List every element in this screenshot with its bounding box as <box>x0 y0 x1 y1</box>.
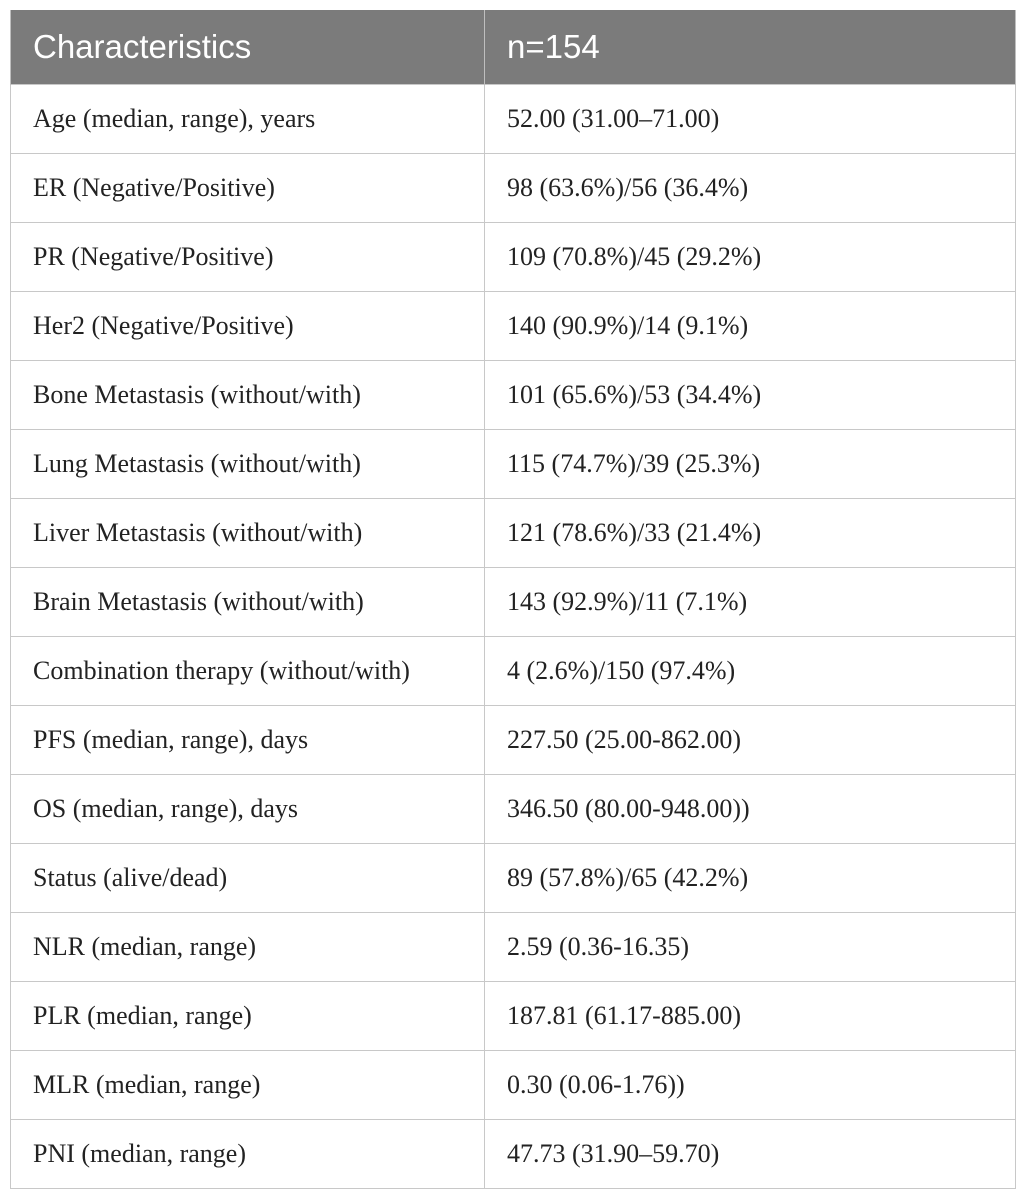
table-row <box>11 568 1016 637</box>
characteristic-value: 346.50 (80.00-948.00)) <box>485 775 1016 844</box>
characteristic-value: 187.81 (61.17-885.00) <box>485 982 1016 1051</box>
header-row <box>11 10 1016 85</box>
table-row <box>11 85 1016 154</box>
table-row <box>11 844 1016 913</box>
characteristic-value: 109 (70.8%)/45 (29.2%) <box>485 223 1016 292</box>
characteristic-label: Combination therapy (without/with) <box>11 637 485 706</box>
table-row <box>11 775 1016 844</box>
characteristic-label: Bone Metastasis (without/with) <box>11 361 485 430</box>
characteristic-value: 98 (63.6%)/56 (36.4%) <box>485 154 1016 223</box>
table-row <box>11 499 1016 568</box>
characteristic-label: PFS (median, range), days <box>11 706 485 775</box>
characteristic-value: 143 (92.9%)/11 (7.1%) <box>485 568 1016 637</box>
characteristic-value: 115 (74.7%)/39 (25.3%) <box>485 430 1016 499</box>
characteristic-label: Age (median, range), years <box>11 85 485 154</box>
characteristic-value: 2.59 (0.36-16.35) <box>485 913 1016 982</box>
table-row <box>11 223 1016 292</box>
table-row <box>11 154 1016 223</box>
table-row <box>11 1051 1016 1120</box>
table-row <box>11 1120 1016 1189</box>
table-row <box>11 706 1016 775</box>
characteristic-label: NLR (median, range) <box>11 913 485 982</box>
table-row <box>11 361 1016 430</box>
table-row <box>11 292 1016 361</box>
header-n: n=154 <box>485 10 1016 85</box>
characteristic-label: Lung Metastasis (without/with) <box>11 430 485 499</box>
table-body <box>11 85 1016 1189</box>
characteristic-label: ER (Negative/Positive) <box>11 154 485 223</box>
header-characteristics: Characteristics <box>11 10 485 85</box>
table-row <box>11 982 1016 1051</box>
characteristic-value: 89 (57.8%)/65 (42.2%) <box>485 844 1016 913</box>
table-row <box>11 913 1016 982</box>
table-row <box>11 637 1016 706</box>
characteristic-label: PNI (median, range) <box>11 1120 485 1189</box>
characteristic-label: Status (alive/dead) <box>11 844 485 913</box>
characteristic-label: Brain Metastasis (without/with) <box>11 568 485 637</box>
characteristic-value: 121 (78.6%)/33 (21.4%) <box>485 499 1016 568</box>
characteristics-table <box>10 10 1016 1189</box>
characteristics-table-container <box>10 10 1015 1189</box>
characteristic-value: 140 (90.9%)/14 (9.1%) <box>485 292 1016 361</box>
table-row <box>11 430 1016 499</box>
characteristic-value: 47.73 (31.90–59.70) <box>485 1120 1016 1189</box>
characteristic-value: 4 (2.6%)/150 (97.4%) <box>485 637 1016 706</box>
characteristic-label: PLR (median, range) <box>11 982 485 1051</box>
characteristic-value: 101 (65.6%)/53 (34.4%) <box>485 361 1016 430</box>
table-header <box>11 10 1016 85</box>
characteristic-value: 227.50 (25.00-862.00) <box>485 706 1016 775</box>
characteristic-label: MLR (median, range) <box>11 1051 485 1120</box>
characteristic-value: 0.30 (0.06-1.76)) <box>485 1051 1016 1120</box>
characteristic-label: OS (median, range), days <box>11 775 485 844</box>
characteristic-label: Liver Metastasis (without/with) <box>11 499 485 568</box>
characteristic-label: Her2 (Negative/Positive) <box>11 292 485 361</box>
characteristic-label: PR (Negative/Positive) <box>11 223 485 292</box>
characteristic-value: 52.00 (31.00–71.00) <box>485 85 1016 154</box>
